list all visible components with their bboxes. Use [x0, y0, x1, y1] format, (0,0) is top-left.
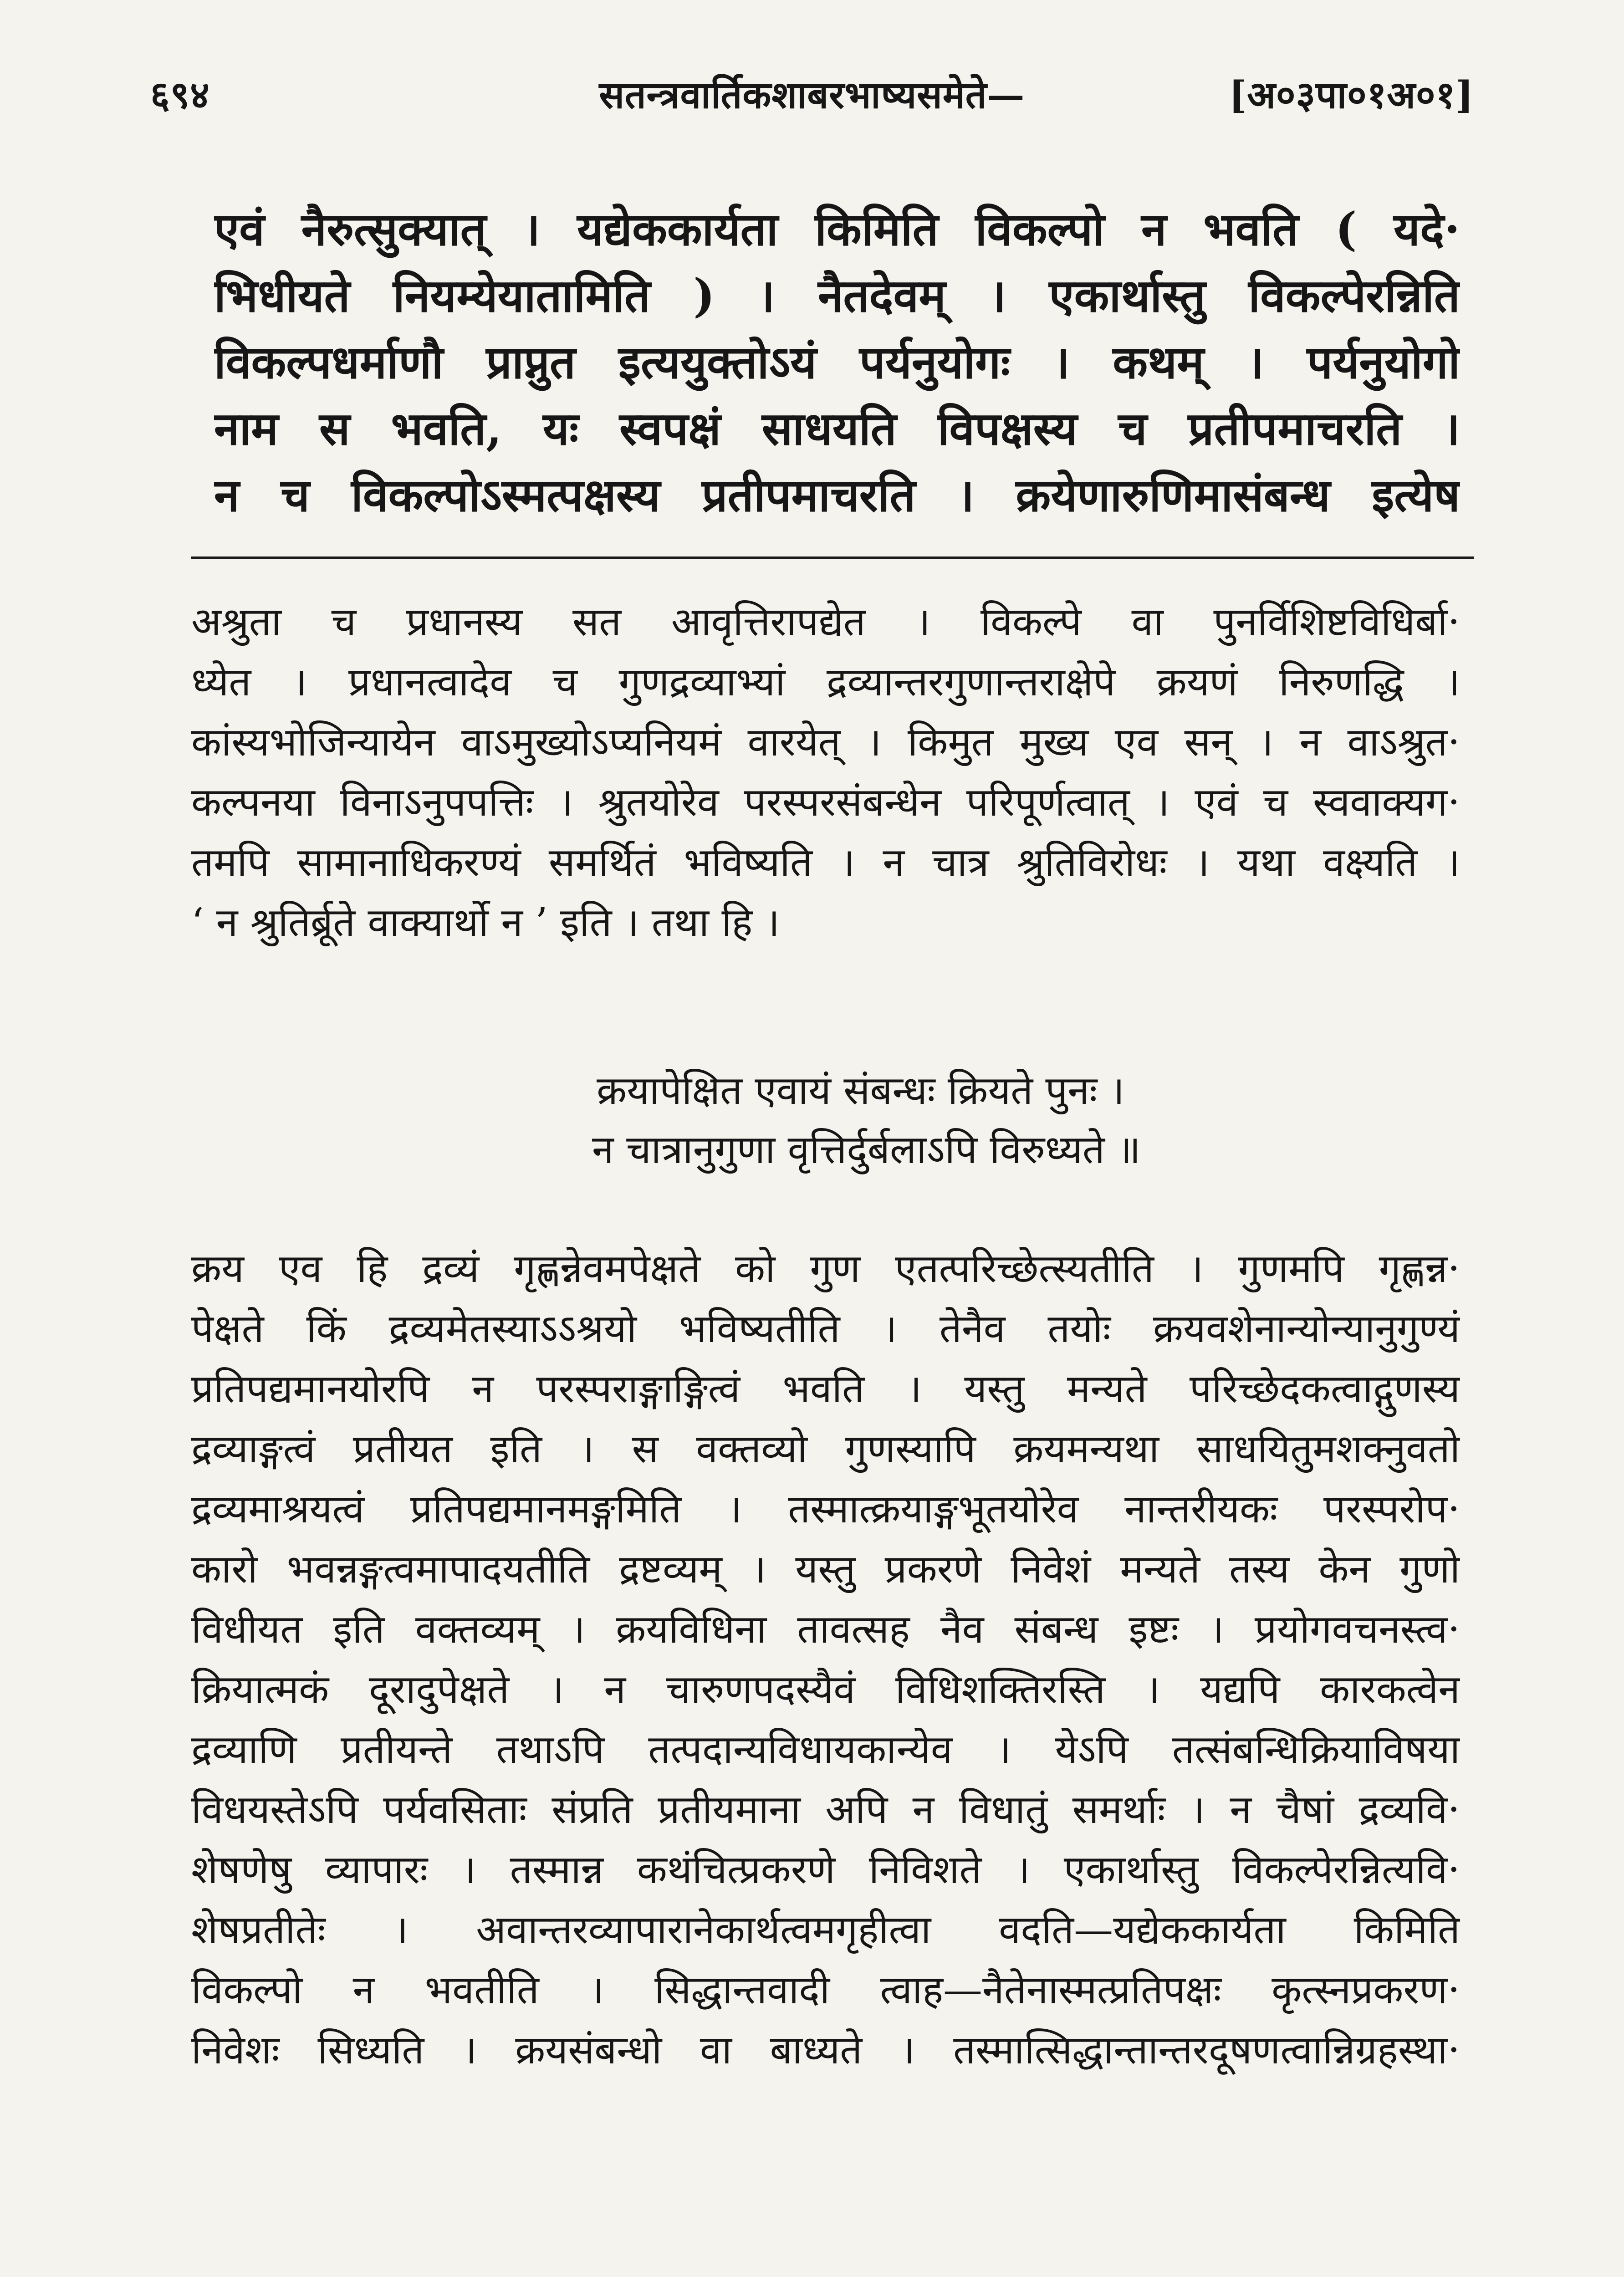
text-line: प्रतिपद्यमानयोरपि न परस्पराङ्गाङ्गित्वं भवति । यस्तु मन्यते परिच्छेदकत्वाद्गुणस्य [191, 1366, 1460, 1412]
section-divider [191, 556, 1474, 559]
text-line: क्रियात्मकं दूरादुपेक्षते । न चारुणपदस्यैवं विधिशक्तिरस्ति । यद्यपि कारकत्वेन [191, 1667, 1460, 1712]
text-line: एवं नैरुत्सुक्यात् । यद्येककार्यता किमिति विकल्पो न भवति ( यदे· [214, 202, 1460, 256]
text-line: पेक्षते किं द्रव्यमेतस्याऽऽश्रयो भविष्यतीति । तेनैव तयोः क्रयवशेनान्योन्यानुगुण्यं [191, 1306, 1460, 1352]
text-line: निवेशः सिध्यति । क्रयसंबन्धो वा बाध्यते । तस्मात्सिद्धान्तान्तरदूषणत्वान्निग्रहस्था· [191, 2027, 1460, 2073]
text-line: विधयस्तेऽपि पर्यवसिताः संप्रति प्रतीयमाना अपि न विधातुं समर्थाः । न चैषां द्रव्यवि· [191, 1787, 1460, 1833]
text-line: विधीयत इति वक्तव्यम् । क्रयविधिना तावत्सह नैव संबन्ध इष्टः । प्रयोगवचनस्त्व· [191, 1607, 1460, 1652]
section-reference: [अ०३पा०१अ०१] [1229, 73, 1474, 117]
text-line: शेषणेषु व्यापारः । तस्मान्न कथंचित्प्रकरणे निविशते । एकार्थास्तु विकल्पेरन्नित्यवि· [191, 1847, 1460, 1893]
verse-line-2: न चात्रानुगुणा वृत्तिर्दुर्बलाऽपि विरुध्यते ॥ [592, 1127, 1141, 1173]
text-line: अश्रुता च प्रधानस्य सत आवृत्तिरापद्येत । विकल्पे वा पुनर्विशिष्टविधिर्बा· [191, 599, 1460, 645]
verse-line-1: क्रयापेक्षित एवायं संबन्धः क्रियते पुनः । [597, 1068, 1125, 1113]
vartika-text [214, 196, 1460, 528]
commentary-section-1 [191, 592, 1460, 953]
text-line: विकल्पो न भवतीति । सिद्धान्तवादी त्वाह—नैतेनास्मत्प्रतिपक्षः कृत्स्नप्रकरण· [191, 1967, 1460, 2013]
text-line: ‘ न श्रुतिर्ब्रूते वाक्यार्थो न ’ इति । तथा हि । [191, 900, 780, 945]
text-line: द्रव्याङ्गत्वं प्रतीयत इति । स वक्तव्यो गुणस्यापि क्रयमन्यथा साधयितुमशक्नुवतो [191, 1426, 1460, 1472]
text-line: विकल्पधर्माणौ प्राप्नुत इत्ययुक्तोऽयं पर्यनुयोगः । कथम् । पर्यनुयोगो [214, 335, 1460, 389]
text-line: शेषप्रतीतेः । अवान्तरव्यापारानेकार्थत्वमगृहीत्वा वदति—यद्येककार्यता किमिति [191, 1907, 1460, 1953]
text-line: ध्येत । प्रधानत्वादेव च गुणद्रव्याभ्यां द्रव्यान्तरगुणान्तराक्षेपे क्रयणं निरुणद्धि । [191, 659, 1460, 705]
text-line: द्रव्यमाश्रयत्वं प्रतिपद्यमानमङ्गमिति । तस्मात्क्रयाङ्गभूतयोरेव नान्तरीयकः परस्परोप· [191, 1486, 1460, 1532]
text-line: भिधीयते नियम्येयातामिति ) । नैतदेवम् । एकार्थास्तु विकल्पेरन्निति [214, 269, 1460, 322]
running-header [150, 68, 1474, 128]
text-line: न च विकल्पोऽस्मत्पक्षस्य प्रतीपमाचरति । क्रयेणारुणिमासंबन्ध इत्येष [214, 468, 1460, 522]
text-line: कांस्यभोजिन्यायेन वाऽमुख्योऽप्यनियमं वारयेत् । किमुत मुख्य एव सन् । न वाऽश्रुत· [191, 720, 1460, 765]
text-line: क्रय एव हि द्रव्यं गृह्णन्नेवमपेक्षते को गुण एतत्परिच्छेत्स्यतीति । गुणमपि गृह्णन्न· [191, 1246, 1460, 1292]
running-title: सतन्त्रवार्तिकशाबरभाष्यसमेते— [599, 73, 1025, 117]
text-line: कल्पनया विनाऽनुपपत्तिः । श्रुतयोरेव परस्परसंबन्धेन परिपूर्णत्वात् । एवं च स्ववाक्यग· [191, 780, 1460, 825]
commentary-section-2 [191, 1239, 1460, 2080]
text-line: कारो भवन्नङ्गत्वमापादयतीति द्रष्टव्यम् । यस्तु प्रकरणे निवेशं मन्यते तस्य केन गुणो [191, 1547, 1460, 1592]
text-line: तमपि सामानाधिकरण्यं समर्थितं भविष्यति । न चात्र श्रुतिविरोधः । यथा वक्ष्यति । [191, 840, 1460, 885]
text-line: नाम स भवति, यः स्वपक्षं साधयति विपक्षस्य च प्रतीपमाचरति । [214, 402, 1460, 455]
page-number: ६९४ [150, 73, 210, 117]
text-line: द्रव्याणि प्रतीयन्ते तथाऽपि तत्पदान्यविधायकान्येव । येऽपि तत्संबन्धिक्रियाविषया [191, 1727, 1460, 1772]
